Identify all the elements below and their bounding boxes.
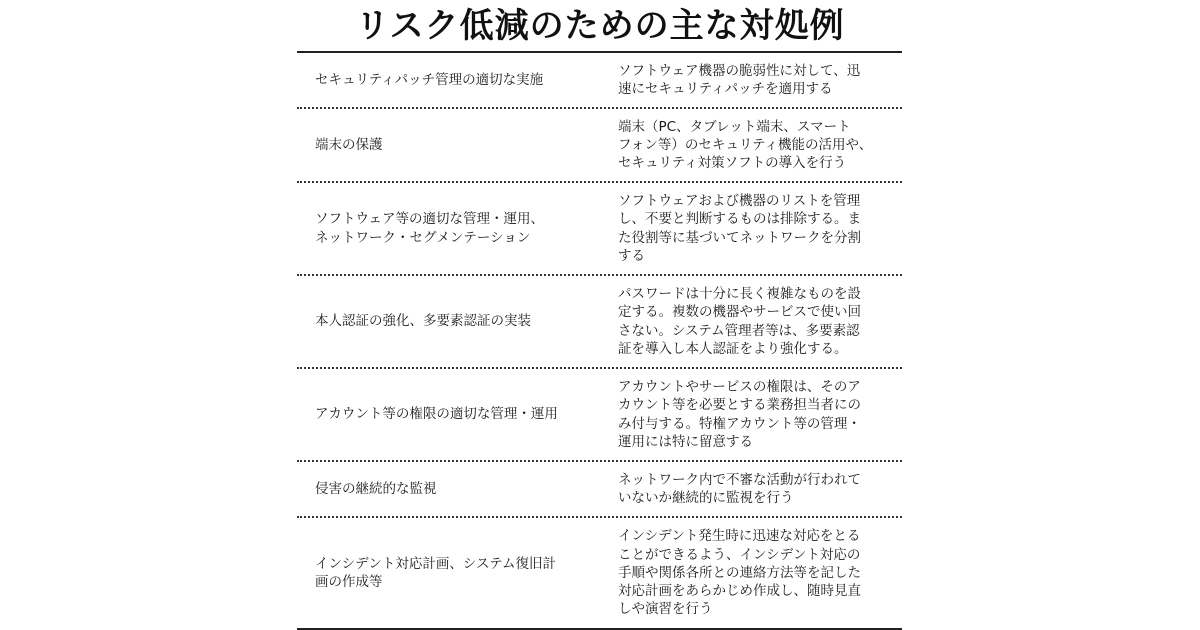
measure-text: インシデント対応計画、システム復旧計 — [315, 555, 557, 572]
description-cell — [604, 192, 902, 265]
table-row — [297, 276, 902, 369]
description-text: ソフトウェア機器の脆弱性に対して、迅 — [618, 62, 861, 79]
table-row — [297, 462, 902, 518]
description-text: ネットワーク内で不審な活動が行われて — [618, 471, 861, 488]
description-cell — [604, 285, 902, 358]
table-row — [297, 53, 902, 109]
description-text: さない。システム管理者等は、多要素認 — [618, 322, 860, 339]
measure-cell — [297, 210, 604, 247]
description-text: 手順や関係各所との連絡方法等を記した — [618, 564, 861, 581]
page-title: リスク低減のための主な対処例 — [355, 6, 845, 46]
description-cell — [604, 62, 902, 99]
description-text: インシデント発生時に迅速な対応をとる — [618, 528, 861, 545]
description-cell — [604, 527, 902, 618]
measure-cell — [297, 405, 604, 423]
table-row — [297, 109, 902, 183]
measure-text: 本人認証の強化、多要素認証の実装 — [315, 313, 531, 330]
description-cell — [604, 378, 902, 451]
description-text: み付与する。特権アカウント等の管理・ — [618, 415, 861, 432]
measure-cell — [297, 71, 604, 89]
description-text: 運用には特に留意する — [618, 433, 753, 450]
description-cell — [604, 118, 902, 173]
measure-cell — [297, 480, 604, 498]
description-text: 速にセキュリティパッチを適用する — [618, 81, 833, 97]
measure-cell — [297, 312, 604, 330]
description-text: いないか継続的に監視を行う — [618, 490, 794, 506]
description-text: セキュリティ対策ソフトの導入を行う — [618, 155, 847, 172]
measure-text: 画の作成等 — [315, 574, 383, 590]
description-text: しや演習を行う — [618, 601, 713, 618]
description-text: 対応計画をあらかじめ作成し、随時見直 — [618, 583, 861, 600]
description-text: カウント等を必要とする業務担当者にの — [618, 397, 861, 414]
measure-cell — [297, 555, 604, 592]
description-text: パスワードは十分に長く複雑なものを設 — [618, 285, 861, 302]
description-text: ことができるよう、インシデント対応の — [618, 546, 861, 563]
description-text: 定する。複数の機器やサービスで使い回 — [618, 304, 861, 321]
description-text: する — [618, 247, 645, 264]
measure-cell — [297, 136, 604, 154]
description-text: し、不要と判断するものは排除する。ま — [618, 211, 861, 228]
measure-text: ソフトウェア等の適切な管理・運用、 — [315, 211, 544, 228]
measure-text: 侵害の継続的な監視 — [315, 480, 437, 497]
description-text: 証を導入し本人認証をより強化する。 — [618, 340, 848, 357]
measure-text: アカウント等の権限の適切な管理・運用 — [315, 406, 558, 423]
table-row — [297, 183, 902, 276]
description-cell — [604, 471, 902, 508]
description-text: た役割等に基づいてネットワークを分割 — [618, 229, 861, 246]
description-text: ソフトウェアおよび機器のリストを管理 — [618, 192, 861, 209]
table-row — [297, 369, 902, 462]
description-text: 端末（PC、タブレット端末、スマート — [618, 118, 851, 135]
description-text: アカウントやサービスの権限は、そのア — [618, 378, 861, 395]
measure-text: ネットワーク・セグメンテーション — [315, 229, 531, 246]
description-text: フォン等）のセキュリティ機能の活用や、 — [618, 136, 873, 153]
table-row — [297, 518, 902, 628]
measure-text: セキュリティパッチ管理の適切な実施 — [315, 71, 544, 88]
measure-text: 端末の保護 — [315, 136, 383, 153]
countermeasures-table — [297, 51, 902, 630]
